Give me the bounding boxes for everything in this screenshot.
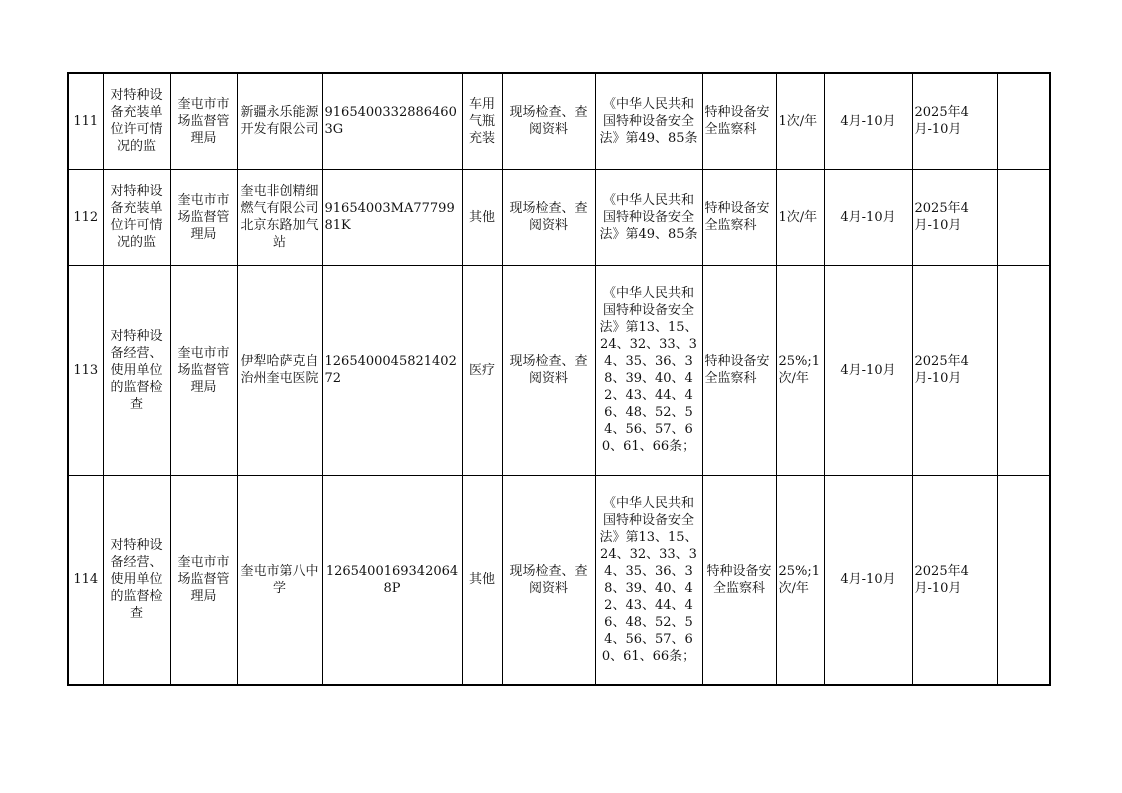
item-cell bbox=[103, 73, 170, 169]
table-row bbox=[68, 169, 1050, 265]
code-cell: 91654003MA7779981K bbox=[322, 169, 462, 265]
ratio-cell: 25%;1次/年 bbox=[776, 475, 824, 685]
note-cell bbox=[997, 73, 1050, 169]
category-cell: 其他 bbox=[462, 475, 502, 685]
item-text: 对特种设备充装单位许可情况的监 bbox=[110, 184, 163, 250]
item-text: 对特种设备经营、使用单位的监督检查 bbox=[110, 328, 163, 412]
period-cell: 4月-10月 bbox=[824, 475, 912, 685]
method-cell: 现场检查、查阅资料 bbox=[502, 475, 595, 685]
item-text: 对特种设备经营、使用单位的监督检查 bbox=[110, 538, 163, 622]
item-cell bbox=[103, 265, 170, 475]
seq-cell: 113 bbox=[68, 265, 103, 475]
time-cell: 2025年4月-10月 bbox=[912, 265, 997, 475]
entity-cell: 伊犁哈萨克自治州奎屯医院 bbox=[237, 265, 322, 475]
unit-cell: 特种设备安全监察科 bbox=[702, 475, 776, 685]
category-cell: 其他 bbox=[462, 169, 502, 265]
seq-cell: 114 bbox=[68, 475, 103, 685]
code-cell: 91654003328864603G bbox=[322, 73, 462, 169]
dept-cell: 奎屯市市场监督管理局 bbox=[170, 169, 237, 265]
basis-cell bbox=[595, 169, 702, 265]
seq-cell: 111 bbox=[68, 73, 103, 169]
unit-cell: 特种设备安全监察科 bbox=[702, 169, 776, 265]
basis-text: 《中华人民共和国特种设备安全法》第49、85条 bbox=[599, 96, 698, 146]
dept-cell: 奎屯市市场监督管理局 bbox=[170, 265, 237, 475]
basis-cell bbox=[595, 475, 702, 685]
code-cell: 126540004582140272 bbox=[322, 265, 462, 475]
basis-text: 《中华人民共和国特种设备安全法》第13、15、24、32、33、34、35、36、38、39、40、42、43、44、46、48、52、54、56、57、60、61、66条； bbox=[599, 495, 698, 664]
table-row bbox=[68, 73, 1050, 169]
basis-cell bbox=[595, 73, 702, 169]
basis-text: 《中华人民共和国特种设备安全法》第13、15、24、32、33、34、35、36、38、39、40、42、43、44、46、48、52、54、56、57、60、61、66条； bbox=[599, 286, 698, 454]
inspection-table bbox=[67, 72, 1051, 686]
item-cell bbox=[103, 475, 170, 685]
code-cell: 12654001693420648P bbox=[322, 475, 462, 685]
entity-cell: 新疆永乐能源开发有限公司 bbox=[237, 73, 322, 169]
category-cell: 医疗 bbox=[462, 265, 502, 475]
basis-text: 《中华人民共和国特种设备安全法》第49、85条 bbox=[599, 192, 698, 242]
time-cell: 2025年4月-10月 bbox=[912, 169, 997, 265]
item-text: 对特种设备充装单位许可情况的监 bbox=[110, 88, 163, 155]
period-cell: 4月-10月 bbox=[824, 265, 912, 475]
entity-cell: 奎屯非创精细燃气有限公司北京东路加气站 bbox=[237, 169, 322, 265]
basis-cell bbox=[595, 265, 702, 475]
dept-cell: 奎屯市市场监督管理局 bbox=[170, 475, 237, 685]
ratio-cell: 25%;1次/年 bbox=[776, 265, 824, 475]
seq-cell: 112 bbox=[68, 169, 103, 265]
method-cell: 现场检查、查阅资料 bbox=[502, 265, 595, 475]
item-cell bbox=[103, 169, 170, 265]
method-cell: 现场检查、查阅资料 bbox=[502, 169, 595, 265]
category-cell: 车用气瓶充装 bbox=[462, 73, 502, 169]
table-row bbox=[68, 265, 1050, 475]
ratio-cell: 1次/年 bbox=[776, 73, 824, 169]
time-cell: 2025年4月-10月 bbox=[912, 73, 997, 169]
entity-cell: 奎屯市第八中学 bbox=[237, 475, 322, 685]
table-row bbox=[68, 475, 1050, 685]
time-cell: 2025年4月-10月 bbox=[912, 475, 997, 685]
note-cell bbox=[997, 475, 1050, 685]
period-cell: 4月-10月 bbox=[824, 169, 912, 265]
method-cell: 现场检查、查阅资料 bbox=[502, 73, 595, 169]
note-cell bbox=[997, 169, 1050, 265]
dept-cell: 奎屯市市场监督管理局 bbox=[170, 73, 237, 169]
period-cell: 4月-10月 bbox=[824, 73, 912, 169]
unit-cell: 特种设备安全监察科 bbox=[702, 265, 776, 475]
note-cell bbox=[997, 265, 1050, 475]
unit-cell: 特种设备安全监察科 bbox=[702, 73, 776, 169]
ratio-cell: 1次/年 bbox=[776, 169, 824, 265]
